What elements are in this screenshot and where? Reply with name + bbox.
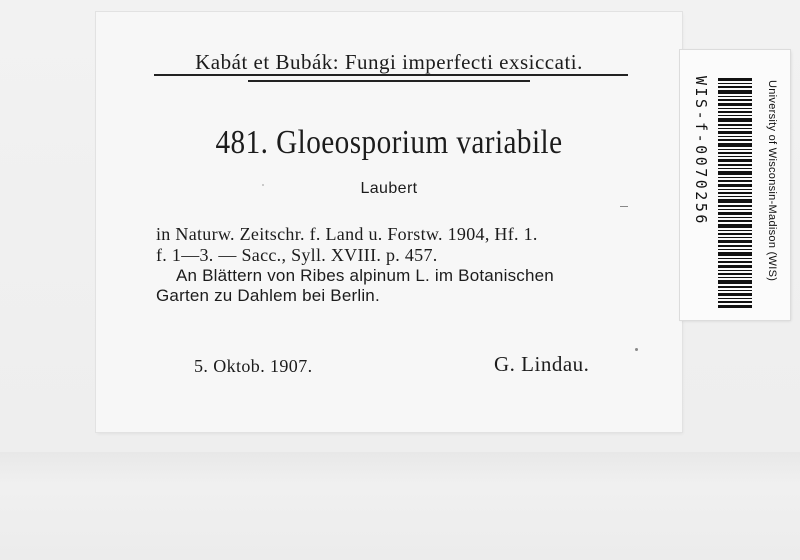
header-rule-short [248, 80, 530, 82]
header-rule [154, 74, 628, 76]
habitat-line-1: An Blättern von Ribes alpinum L. im Botanischen [176, 266, 554, 285]
habitat-description [156, 266, 646, 306]
paper-speck [620, 206, 628, 207]
sheet-lower-area [0, 452, 800, 560]
paper-speck [262, 184, 264, 186]
reference-line-1: in Naturw. Zeitschr. f. Land u. Forstw. 1904, Hf. 1. [156, 224, 538, 244]
reference-line-2: f. 1—3. — Sacc., Syll. XVIII. p. 457. [156, 245, 438, 265]
series-header: Kabát et Bubák: Fungi imperfecti exsiccati. [195, 50, 583, 74]
specimen-title: 481. Gloeosporium variabile [215, 124, 563, 161]
literature-reference [156, 224, 636, 266]
habitat-line-2: Garten zu Dahlem bei Berlin. [156, 286, 380, 305]
specimen-label [96, 12, 682, 432]
specimen-author: Laubert [360, 180, 418, 197]
institution-label: University of Wisconsin-Madison (WIS) [766, 80, 778, 282]
paper-speck [635, 348, 638, 351]
catalog-number: WIS-f-0070256 [692, 76, 710, 226]
collector-name: G. Lindau. [494, 352, 590, 376]
barcode-icon [718, 78, 752, 308]
barcode-sticker [680, 50, 790, 320]
collection-date: 5. Oktob. 1907. [194, 356, 313, 376]
